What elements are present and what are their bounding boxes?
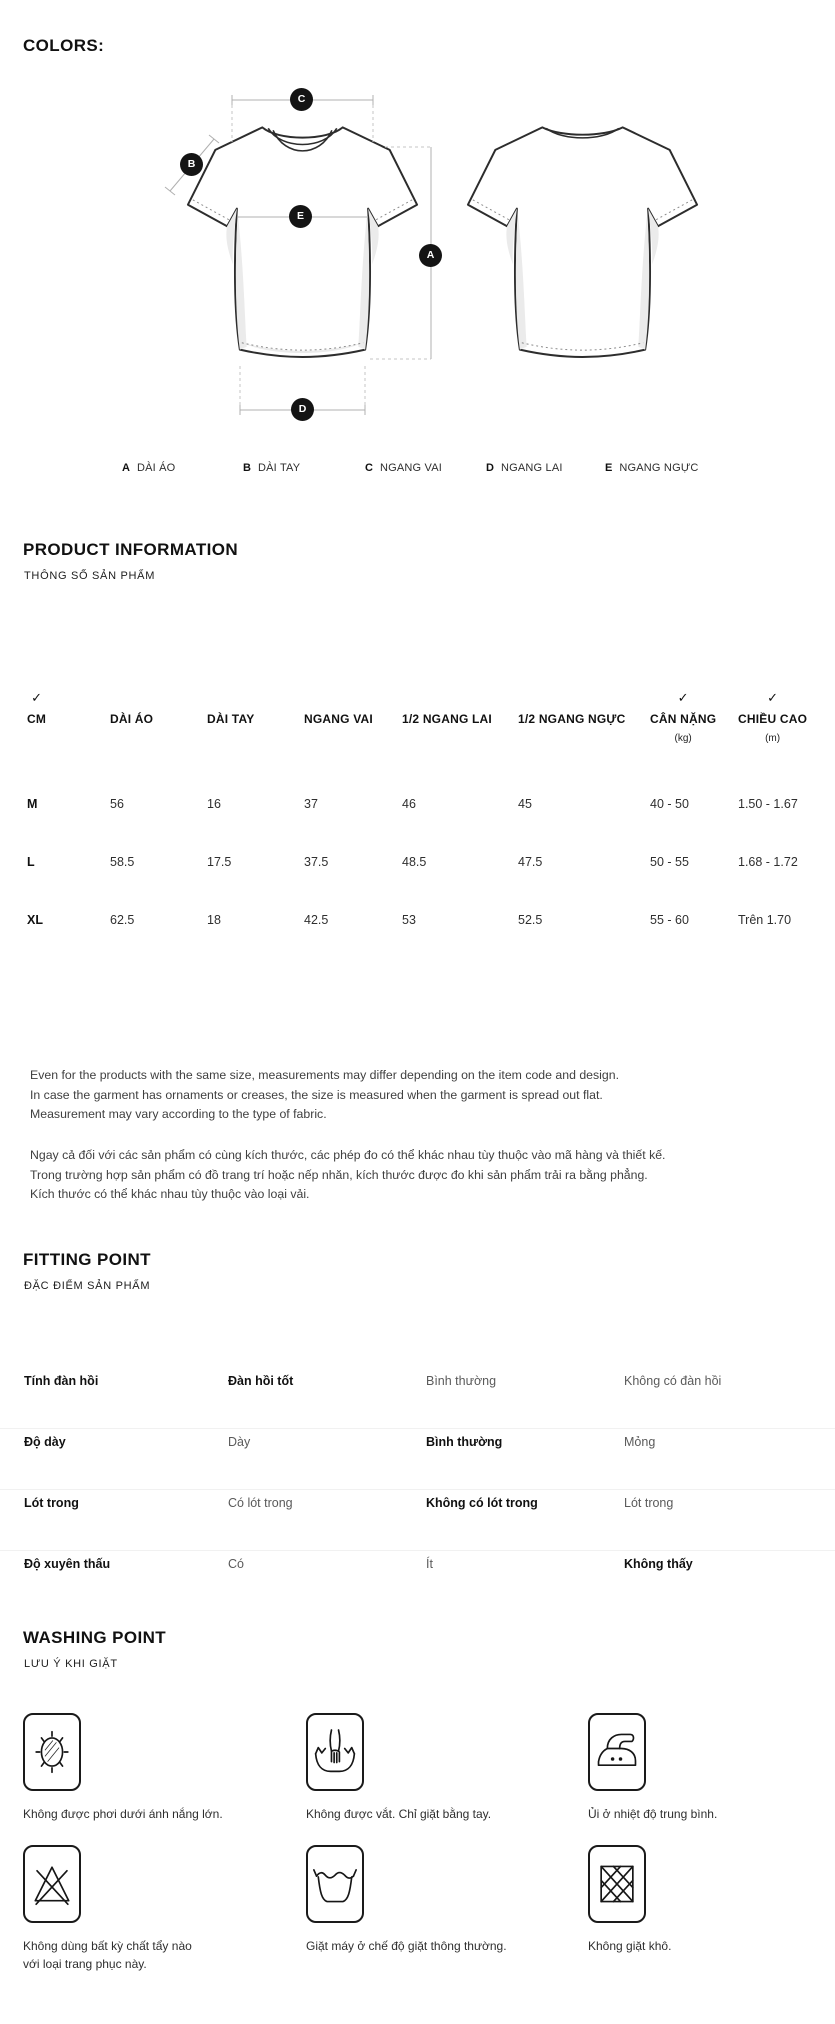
product-information-subtitle: THÔNG SỐ SẢN PHẨM <box>24 570 156 582</box>
fitting-option-selected: Không có lót trong <box>426 1496 538 1510</box>
washing-caption: Ủi ở nhiệt độ trung bình. <box>588 1807 718 1821</box>
fitting-option: Không có đàn hồi <box>624 1374 722 1388</box>
note-line: Kích thước có thể khác nhau tùy thuộc vào loại vải. <box>30 1187 310 1201</box>
note-line: Measurement may vary according to the type of fabric. <box>30 1107 327 1121</box>
col-header-can-nang: ✓ CÂN NẶNG (kg) <box>650 690 717 744</box>
measurement-note-vi <box>30 1146 810 1205</box>
fitting-option: Có <box>228 1557 244 1571</box>
table-cell: 37 <box>304 797 318 811</box>
no-bleach-icon <box>23 1845 81 1923</box>
table-cell: 50 - 55 <box>650 855 689 869</box>
washing-item-hand-wash <box>306 1713 546 1823</box>
fitting-option-selected: Không thấy <box>624 1557 693 1571</box>
washing-point-heading: WASHING POINT <box>23 1628 167 1647</box>
fitting-point-subtitle: ĐẶC ĐIỂM SẢN PHẨM <box>24 1280 151 1292</box>
fitting-option-selected: Bình thường <box>426 1435 503 1449</box>
no-dry-clean-icon <box>588 1845 646 1923</box>
legend-label: DÀI ÁO <box>136 462 176 474</box>
marker-e: E <box>289 205 312 228</box>
washing-point-subtitle: LƯU Ý KHI GIẶT <box>24 1658 118 1670</box>
col-header-cm: ✓ CM <box>27 690 47 726</box>
table-cell: 48.5 <box>402 855 427 869</box>
fitting-label: Độ xuyên thấu <box>24 1557 111 1571</box>
tshirt-measurement-diagram <box>150 78 750 430</box>
table-cell: 56 <box>110 797 124 811</box>
washing-item-no-dry-clean <box>588 1845 828 1955</box>
fitting-option: Lót trong <box>624 1496 674 1510</box>
washing-caption: Không được phơi dưới ánh nắng lớn. <box>23 1807 223 1821</box>
size-table <box>0 690 835 972</box>
fitting-option: Dày <box>228 1435 251 1449</box>
table-cell: 1.50 - 1.67 <box>738 797 798 811</box>
legend-item-a <box>122 462 175 474</box>
measurement-lines <box>150 78 750 430</box>
table-cell: 17.5 <box>207 855 232 869</box>
hand-wash-icon <box>306 1713 364 1791</box>
note-line: Trong trường hợp sản phẩm có đồ trang trí hoặc nếp nhăn, kích thước được đo khi sản phẩm trải ra bằng phẳng. <box>30 1167 648 1182</box>
marker-a: A <box>419 244 442 267</box>
fitting-row-lining <box>0 1489 835 1550</box>
measurement-note-en <box>30 1066 810 1125</box>
legend-key: D <box>486 462 494 474</box>
col-header-ngang-nguc: 1/2 NGANG NGỰC <box>518 712 626 726</box>
table-cell: 45 <box>518 797 532 811</box>
col-header-ngang-lai: 1/2 NGANG LAI <box>402 712 492 726</box>
col-header-dai-tay: DÀI TAY <box>207 712 255 726</box>
legend-key: B <box>243 462 251 474</box>
fitting-option: Ít <box>426 1557 433 1571</box>
table-cell: 37.5 <box>304 855 329 869</box>
table-cell: 18 <box>207 913 221 927</box>
washing-caption: Không dùng bất kỳ chất tẩy nào với loại trang phục này. <box>23 1939 192 1971</box>
legend-item-d <box>486 462 563 474</box>
size-row-label: M <box>27 797 38 811</box>
note-line: In case the garment has ornaments or creases, the size is measured when the garment is spread out flat. <box>30 1087 603 1102</box>
table-cell: 55 - 60 <box>650 913 689 927</box>
legend-item-c <box>365 462 442 474</box>
fitting-label: Tính đàn hồi <box>24 1374 99 1388</box>
table-cell: 62.5 <box>110 913 135 927</box>
marker-b: B <box>180 153 203 176</box>
legend-key: A <box>122 462 130 474</box>
size-row-label: L <box>27 855 35 869</box>
fitting-row-transparency <box>0 1550 835 1611</box>
marker-d: D <box>291 398 314 421</box>
fitting-label: Độ dày <box>24 1435 66 1449</box>
washing-item-no-sunlight <box>23 1713 263 1823</box>
legend-label: NGANG VAI <box>379 462 443 474</box>
legend-item-b <box>243 462 300 474</box>
size-row-label: XL <box>27 913 43 927</box>
washing-item-iron <box>588 1713 828 1823</box>
table-cell: 16 <box>207 797 221 811</box>
washing-caption: Không giặt khô. <box>588 1939 672 1953</box>
col-header-chieu-cao: ✓ CHIỀU CAO (m) <box>738 690 808 744</box>
table-cell: 47.5 <box>518 855 543 869</box>
legend-label: NGANG NGỰC <box>619 462 699 474</box>
legend-label: NGANG LAI <box>500 462 563 474</box>
no-sunlight-icon <box>23 1713 81 1791</box>
washing-item-machine-wash <box>306 1845 546 1955</box>
table-cell: Trên 1.70 <box>738 913 792 927</box>
table-cell: 1.68 - 1.72 <box>738 855 798 869</box>
note-line: Even for the products with the same size, measurements may differ depending on the item code and design. <box>30 1068 619 1082</box>
legend-item-e <box>605 462 699 474</box>
marker-c: C <box>290 88 313 111</box>
check-icon: ✓ <box>767 690 779 705</box>
table-cell: 46 <box>402 797 416 811</box>
washing-item-no-bleach <box>23 1845 263 1973</box>
fitting-point-heading: FITTING POINT <box>23 1250 151 1269</box>
washing-caption: Giặt máy ở chế độ giặt thông thường. <box>306 1939 507 1953</box>
iron-medium-icon <box>588 1713 646 1791</box>
fitting-row-elasticity <box>0 1368 835 1428</box>
product-information-heading: PRODUCT INFORMATION <box>23 540 239 559</box>
fitting-row-thickness <box>0 1428 835 1489</box>
note-line: Ngay cả đối với các sản phẩm có cùng kích thước, các phép đo có thể khác nhau tùy thuộc vào mã hàng và thiết kế. <box>30 1148 666 1162</box>
col-header-dai-ao: DÀI ÁO <box>110 712 154 726</box>
fitting-option: Bình thường <box>426 1374 497 1388</box>
check-icon: ✓ <box>677 690 689 705</box>
check-icon: ✓ <box>31 690 42 705</box>
fitting-option: Mỏng <box>624 1435 656 1449</box>
fitting-table <box>0 1368 835 1611</box>
table-cell: 53 <box>402 913 416 927</box>
col-header-ngang-vai: NGANG VAI <box>304 712 373 726</box>
table-cell: 42.5 <box>304 913 329 927</box>
colors-heading: COLORS: <box>23 36 105 55</box>
machine-wash-icon <box>306 1845 364 1923</box>
fitting-option-selected: Đàn hồi tốt <box>228 1374 294 1388</box>
table-cell: 52.5 <box>518 913 543 927</box>
legend-label: DÀI TAY <box>257 462 301 474</box>
table-cell: 58.5 <box>110 855 135 869</box>
legend-key: C <box>365 462 373 474</box>
legend-key: E <box>605 462 613 474</box>
washing-caption: Không được vắt. Chỉ giặt bằng tay. <box>306 1807 492 1821</box>
table-cell: 40 - 50 <box>650 797 689 811</box>
fitting-option: Có lót trong <box>228 1496 293 1510</box>
fitting-label: Lót trong <box>24 1496 79 1510</box>
